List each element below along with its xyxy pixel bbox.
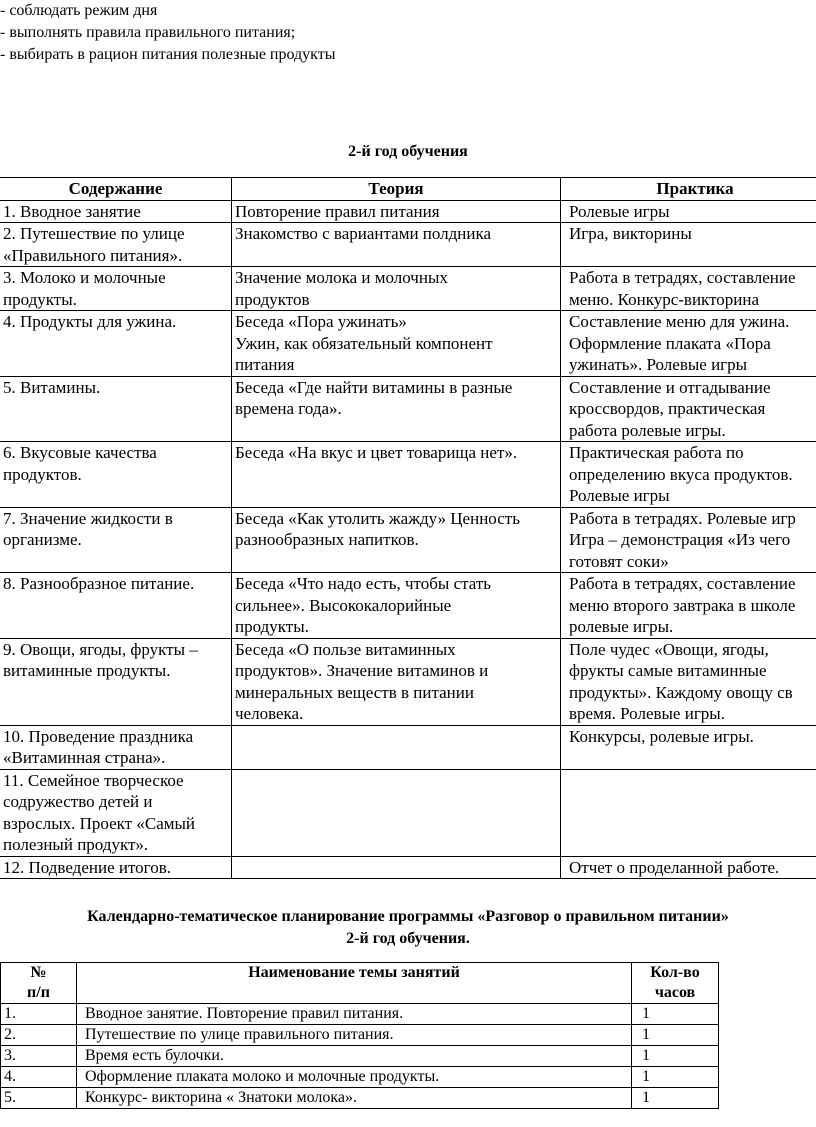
cell-line: продуктов. [3,464,82,484]
cell-line: 7. Значение жидкости в [3,508,173,528]
cell-practice [561,856,816,879]
header-practice: Практика [561,178,816,201]
cell-line: Ролевые игры [569,201,670,221]
cell-theory [232,725,561,769]
cell-content [0,638,232,725]
cell-name: Конкурс- викторина « Знатоки молока». [77,1088,632,1109]
cell-line: 1. Вводное занятие [3,201,141,221]
cell-line: Знакомство с вариантами полдника [235,224,492,243]
table-row [0,267,816,311]
cell-line: Беседа «О пользе витаминных [235,639,456,659]
table-row [0,223,816,267]
cell-line: меню. Конкурс-викторина [569,289,760,309]
program-table-header [0,178,816,201]
cell-line: 8. Разнообразное питание. [3,574,195,593]
cell-line: Ролевые игры [569,486,670,505]
cell-line: питания [235,355,295,374]
year-heading: 2-й год обучения [348,143,468,160]
cell-line: времена года». [235,399,342,418]
header-num [1,963,77,1004]
cell-hours: 1 [632,1088,719,1109]
cell-name: Оформление плаката молоко и молочные продукты. [77,1067,632,1088]
cell-content [0,769,232,856]
cell-line: Игра – демонстрация «Из чего [569,530,791,549]
cell-name: Вводное занятие. Повторение правил питания. [77,1004,632,1025]
cell-hours: 1 [632,1067,719,1088]
cell-theory [232,267,561,311]
table-row [0,725,816,769]
table-row [1,1025,719,1046]
cell-line: организме. [3,530,82,549]
program-table [0,177,816,879]
cell-theory [232,769,561,856]
header-num-line: № [30,964,47,981]
cell-content [0,376,232,442]
cell-line: 2. Путешествие по улице [3,224,185,243]
cell-line: 3. Молоко и молочные [3,268,166,287]
header-hours-line: часов [654,984,696,1001]
cell-theory [232,376,561,442]
table-row [1,1067,719,1088]
table-row [1,1004,719,1025]
cell-hours: 1 [632,1025,719,1046]
cell-line: «Правильного питания». [3,245,183,265]
cell-line: 5. Витамины. [3,377,101,397]
cell-practice [561,638,816,725]
cell-content [0,442,232,508]
intro-line: - выбирать в рацион питания полезные продукты [0,46,336,63]
calendar-heading [0,906,816,950]
cell-content [0,311,232,377]
cell-practice [561,573,816,639]
cell-line: витаминные продукты. [3,661,171,680]
cell-line: готовят соки» [569,551,669,571]
table-row [0,638,816,725]
cell-line: Беседа «Что надо есть, чтобы стать [235,574,492,593]
cell-line: Значение молока и молочных [235,268,448,287]
cell-line: Работа в тетрадях, составление [569,574,796,593]
cell-theory [232,311,561,377]
cell-line: продукты. [235,617,309,636]
intro-list [0,0,335,66]
cell-practice [561,725,816,769]
cell-line: Игра, викторины [569,224,692,243]
table-row [0,573,816,639]
cell-theory [232,856,561,879]
header-num-line: п/п [27,984,50,1001]
cell-line: разнообразных напитков. [235,530,419,549]
cell-theory [232,573,561,639]
calendar-table [0,962,719,1109]
cell-line: сильнее». Высококалорийные [235,595,452,615]
table-row [0,442,816,508]
cell-practice [561,311,816,377]
cell-content [0,725,232,769]
table-row [0,311,816,377]
cell-hours: 1 [632,1046,719,1067]
cell-name: Путешествие по улице правильного питания. [77,1025,632,1046]
header-theory: Теория [232,178,561,201]
cell-line: содружество детей и [3,792,153,811]
intro-line: - соблюдать режим дня [0,2,158,19]
table-row [1,1046,719,1067]
table-row [0,856,816,879]
cell-line: Ужин, как обязательный компонент [235,333,493,353]
cell-content [0,856,232,879]
cell-name: Время есть булочки. [77,1046,632,1067]
cell-line: фрукты самые витаминные [569,661,767,680]
header-content: Содержание [0,178,232,201]
table-row [0,769,816,856]
cell-num: 2. [1,1025,77,1046]
cell-line: Отчет о проделанной работе. [569,857,780,877]
calendar-table-header [1,963,719,1004]
cell-line: продуктов [235,289,310,309]
cell-line: время. Ролевые игры. [569,704,725,723]
cell-content [0,507,232,573]
cell-line: кроссвордов, практическая [569,399,766,418]
cell-line: ролевые игры. [569,617,674,636]
cell-line: определению вкуса продуктов. [569,464,793,484]
cell-line: Составление меню для ужина. [569,312,790,331]
cell-line: продуктов». Значение витаминов и [235,661,489,680]
cell-line: меню второго завтрака в школе [569,595,796,615]
cell-practice [561,376,816,442]
cell-theory [232,223,561,267]
cell-practice [561,769,816,856]
cell-content [0,200,232,223]
table-row [0,200,816,223]
cell-content [0,573,232,639]
cell-theory [232,200,561,223]
cell-hours: 1 [632,1004,719,1025]
cell-line: Беседа «Пора ужинать» [235,312,407,331]
cell-line: Составление и отгадывание [569,377,771,397]
cell-content [0,223,232,267]
cell-line: 10. Проведение праздника [3,726,194,746]
cell-line: полезный продукт». [3,835,149,854]
cell-practice [561,200,816,223]
cell-line: минеральных веществ в питании [235,682,474,702]
cell-line: Поле чудес «Овощи, ягоды, [569,639,769,659]
cell-theory [232,507,561,573]
cell-line: Повторение правил питания [235,201,440,221]
cell-line: работа ролевые игры. [569,420,726,440]
cell-practice [561,507,816,573]
cell-practice [561,442,816,508]
cell-line: 11. Семейное творческое [3,770,184,790]
table-row [1,1088,719,1109]
header-hours [632,963,719,1004]
cell-line: Беседа «Где найти витамины в разные [235,377,513,397]
cell-line: Беседа «На вкус и цвет товарища нет». [235,443,518,462]
cell-theory [232,442,561,508]
cell-num: 5. [1,1088,77,1109]
cell-num: 1. [1,1004,77,1025]
cell-line: продукты. [3,289,77,309]
cell-line: «Витаминная страна». [3,748,166,767]
cell-line: взрослых. Проект «Самый [3,813,196,833]
cell-line: ужинать». Ролевые игры [569,355,748,374]
cell-line: продукты». Каждому овощу св [569,682,793,702]
cell-content [0,267,232,311]
table-row [0,507,816,573]
cell-line: Конкурсы, ролевые игры. [569,726,754,746]
header-hours-line: Кол-во [650,964,700,981]
calendar-heading-line: 2-й год обучения. [346,930,470,947]
cell-line: 4. Продукты для ужина. [3,312,177,331]
cell-num: 4. [1,1067,77,1088]
calendar-heading-line: Календарно-тематическое планирование программы «Разговор о правильном питании» [87,908,729,925]
table-row [0,376,816,442]
cell-num: 3. [1,1046,77,1067]
cell-line: 12. Подведение итогов. [3,857,171,877]
cell-line: Оформление плаката «Пора [569,333,771,353]
cell-practice [561,267,816,311]
cell-line: Практическая работа по [569,443,744,462]
cell-line: Беседа «Как утолить жажду» Ценность [235,508,520,528]
header-name: Наименование темы занятий [77,963,632,1004]
cell-theory [232,638,561,725]
cell-line: Работа в тетрадях. Ролевые игр [569,508,796,528]
cell-line: 6. Вкусовые качества [3,443,157,462]
intro-line: - выполнять правила правильного питания; [0,24,296,41]
cell-line: Работа в тетрадях, составление [569,268,796,287]
cell-practice [561,223,816,267]
cell-line: человека. [235,704,304,723]
cell-line: 9. Овощи, ягоды, фрукты – [3,639,198,659]
